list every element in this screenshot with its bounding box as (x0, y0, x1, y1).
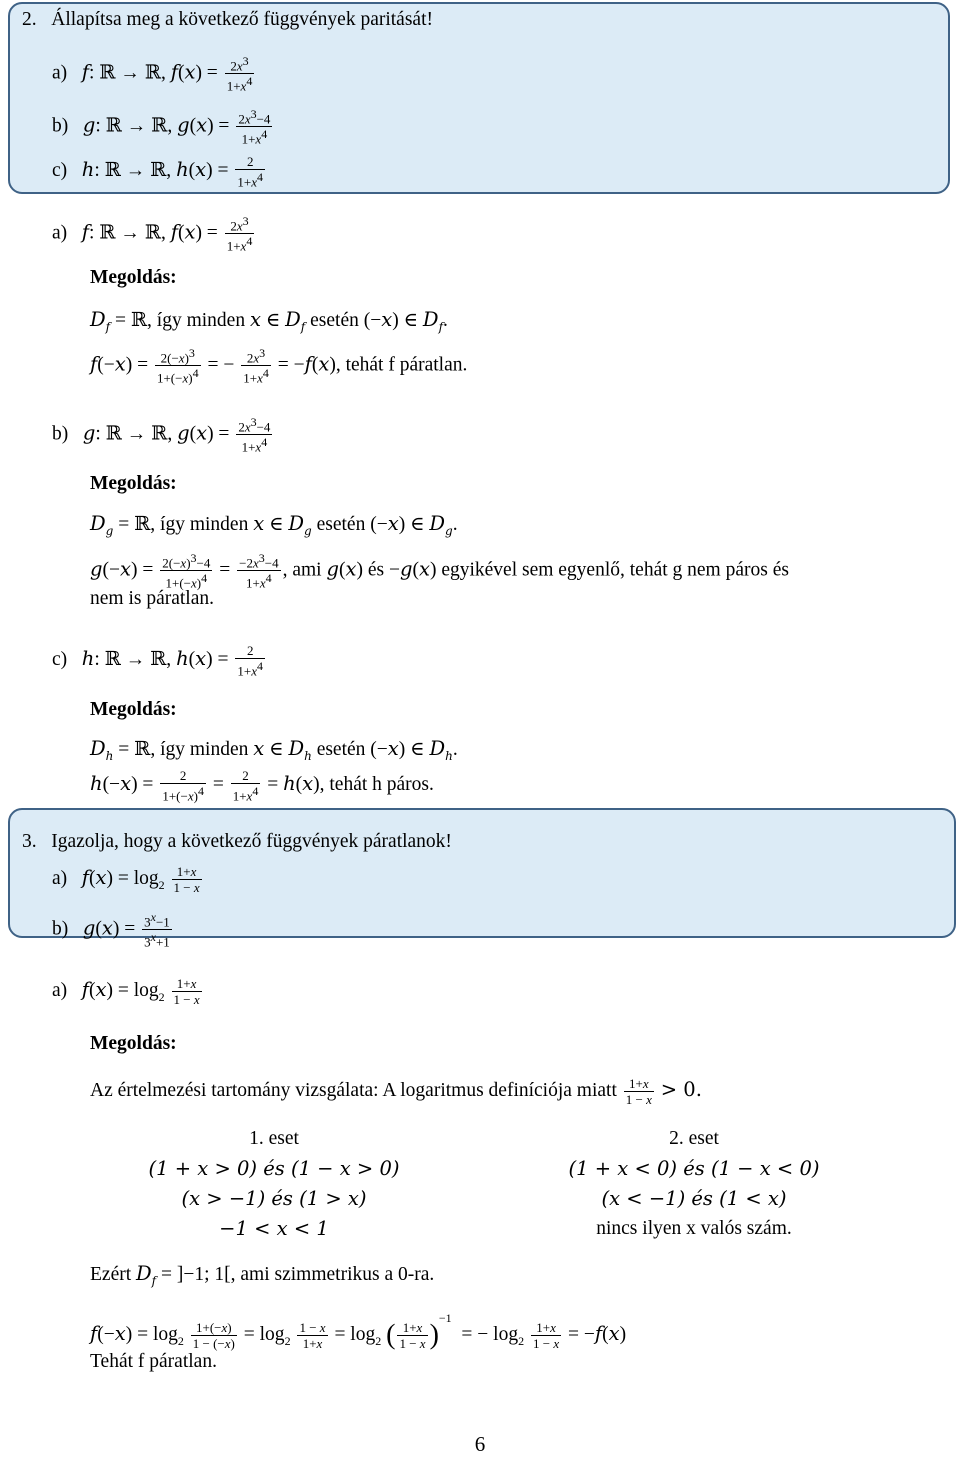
problem-2-item-c: c) h: ℝ → ℝ, h(x) = $\frac{2}{1+x^4}$ (52, 154, 263, 190)
problem-2-item-b: b) g: ℝ → ℝ, g(x) = $\frac{2x^3-4}{1+x^4}$ (52, 107, 271, 147)
problem-3-heading: 3. Igazolja, hogy a következő függvények páratlanok! (22, 831, 452, 852)
problem-3-item-b: b) g(x) = $\frac{3^x-1}{3^x+1}$ (52, 910, 170, 950)
part-c-calc: h(−x) = $\frac{2}{1+(-x)^4}$ = $\frac{2}{1+x^4}$ = h(x), tehát h páros. (90, 768, 434, 804)
problem-2-item-a: a) f: ℝ → ℝ, f(x) = $\frac{2x^3}{1+x^4}$ (52, 54, 253, 94)
p3-calc: $f(-x) = \log_2$ $\frac{1+(-x)}{1 - (-x)}$ = $\log_2$ $\frac{1 - x}{1+x}$ = $\log_2$ ( $\frac{1+x}{1 - x}$ )$^{-1}$ = − $\log_2$ $\frac{1+x}{1 - x}$ = −f(x) (90, 1311, 627, 1352)
case-2 (524, 1124, 864, 1244)
part-c-domain: $D_h$ = ℝ, így minden x ∈ $D_h$ esetén (−x) ∈ $D_h$. (90, 737, 458, 763)
case-1-line-2: (x > −1) és (1 > x) (181, 1187, 367, 1210)
part-a-heading: a) f: ℝ → ℝ, f(x) = $\frac{2x^3}{1+x^4}$ (52, 214, 253, 254)
part-b-conclusion: nem is páratlan. (90, 588, 214, 609)
case-1-line-3: −1 < x < 1 (219, 1217, 329, 1240)
case-1-title: 1. eset (249, 1128, 299, 1149)
part-a-domain: $D_f$ = ℝ, így minden x ∈ $D_f$ esetén (−x) ∈ $D_f$. (90, 308, 448, 334)
part-b-domain: $D_g$ = ℝ, így minden x ∈ $D_g$ esetén (−x) ∈ $D_g$. (90, 512, 458, 538)
part-c-heading: c) h: ℝ → ℝ, h(x) = $\frac{2}{1+x^4}$ (52, 643, 263, 679)
solution-label-a: Megoldás: (90, 267, 177, 288)
part-b-heading: b) g: ℝ → ℝ, g(x) = $\frac{2x^3-4}{1+x^4}$ (52, 415, 271, 455)
case-2-title: 2. eset (669, 1128, 719, 1149)
solution-label-c: Megoldás: (90, 699, 177, 720)
case-1 (104, 1124, 444, 1244)
solution-label-p3: Megoldás: (90, 1033, 177, 1054)
final-conclusion: Tehát f páratlan. (90, 1351, 217, 1372)
domain-analysis: Az értelmezési tartomány vizsgálata: A logaritmus definíciója miatt $\frac{1+x}{1 - x}$ > 0. (90, 1076, 702, 1107)
part-a-calc: f(−x) = $\frac{2(-x)^3}{1+(-x)^4}$ = − $\frac{2x^3}{1+x^4}$ = −f(x), tehát f páratlan. (90, 346, 468, 386)
problem-3-item-a: a) $f(x) = \log_2$ $\frac{1+x}{1 - x}$ (52, 864, 200, 895)
part-b-calc: g(−x) = $\frac{2(-x)^3-4}{1+(-x)^4}$ = $\frac{-2x^3-4}{1+x^4}$ , ami g(x) és −g(x) egyikével sem egyenlő, tehát g nem páros és (90, 551, 789, 591)
case-1-line-1: (1 + x > 0) és (1 − x > 0) (148, 1157, 400, 1180)
domain-conclusion: Ezért $D_f = ]-1$; 1[, ami szimmetrikus a 0-ra. (90, 1262, 435, 1288)
case-2-line-2: (x < −1) és (1 < x) (601, 1187, 787, 1210)
case-2-line-3: nincs ilyen x valós szám. (596, 1218, 792, 1239)
page-number: 6 (474, 1432, 486, 1456)
solution-label-b: Megoldás: (90, 473, 177, 494)
case-2-line-1: (1 + x < 0) és (1 − x < 0) (568, 1157, 820, 1180)
problem-2-heading: 2. Állapítsa meg a következő függvények paritását! (22, 9, 433, 30)
p3-part-a-heading: a) $f(x) = \log_2$ $\frac{1+x}{1 - x}$ (52, 976, 200, 1007)
